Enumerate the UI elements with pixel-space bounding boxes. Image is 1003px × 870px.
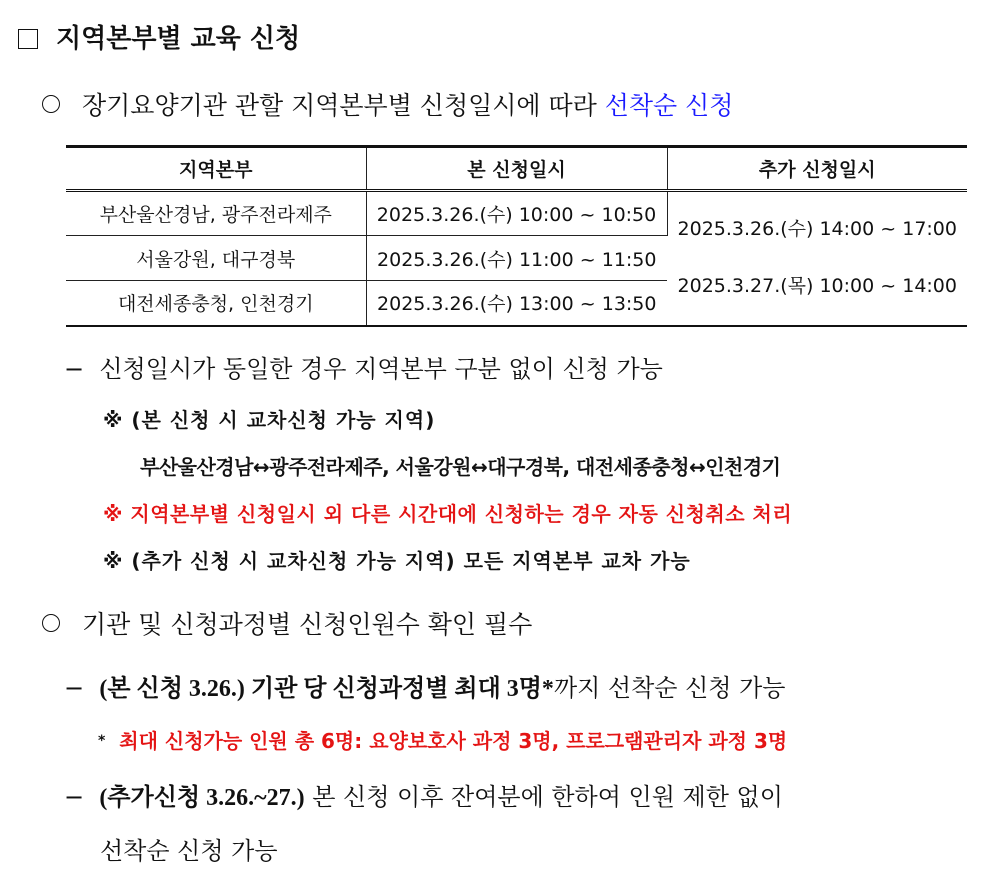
section2-text: 기관 및 신청과정별 신청인원수 확인 필수 (82, 610, 533, 639)
bullet1-text: 신청일시가 동일한 경우 지역본부 구분 없이 신청 가능 (99, 355, 663, 383)
header-region: 지역본부 (66, 147, 366, 191)
main-date-cell: 2025.3.26.(수) 10:00 ~ 10:50 (366, 191, 667, 236)
bullet2-rest: 까지 선착순 신청 가능 (553, 674, 786, 702)
dash-icon: − (64, 355, 85, 383)
bullet3-rest: 본 신청 이후 잔여분에 한하여 인원 제한 없이 (304, 783, 783, 811)
additional-date-2: 2025.3.27.(목) 10:00 ~ 14:00 (677, 275, 957, 298)
note-cross-main: ※ (본 신청 시 교차신청 가능 지역) (103, 408, 436, 432)
asterisk-icon: * (98, 733, 106, 749)
checkbox-square-icon (18, 29, 38, 49)
title-text: 지역본부별 교육 신청 (56, 24, 301, 54)
note-cross-detail: 부산울산경남↔광주전라제주, 서울강원↔대구경북, 대전세종충청↔인천경기 (140, 455, 781, 479)
schedule-table (66, 145, 967, 327)
note-cross-additional: ※ (추가 신청 시 교차신청 가능 지역) 모든 지역본부 교차 가능 (103, 549, 691, 573)
dash-icon: − (64, 783, 85, 811)
header-additional: 추가 신청일시 (758, 159, 876, 181)
header-main: 본 신청일시 (366, 147, 667, 191)
footnote-text: 최대 신청가능 인원 총 6명: 요양보호사 과정 3명, 프로그램관리자 과정 3명 (119, 729, 788, 753)
main-date-cell: 2025.3.26.(수) 13:00 ~ 13:50 (377, 293, 657, 316)
main-date-cell: 2025.3.26.(수) 11:00 ~ 11:50 (377, 248, 657, 271)
circle-bullet-icon (42, 95, 60, 113)
bullet-additional-cont: 선착순 신청 가능 (100, 837, 278, 865)
table-header-row (66, 147, 967, 191)
section1-text: 장기요양기관 관할 지역본부별 신청일시에 따라 (82, 91, 605, 120)
section1-highlight: 선착순 신청 (604, 91, 734, 120)
region-cell: 서울강원, 대구경북 (66, 236, 366, 281)
section2-heading (42, 605, 532, 641)
footnote (98, 725, 787, 754)
section-title (18, 18, 300, 55)
bullet-main-limit (64, 668, 785, 703)
bullet-additional (64, 777, 783, 812)
bullet-same-time (64, 349, 663, 384)
section1-heading (42, 86, 733, 122)
bullet3-bold: (추가신청 3.26.~27.) (99, 785, 305, 811)
dash-icon: − (64, 674, 85, 702)
table-row (66, 191, 967, 236)
circle-bullet-icon (42, 614, 60, 632)
region-cell: 부산울산경남, 광주전라제주 (66, 191, 366, 236)
additional-date-cell (667, 191, 967, 326)
note-auto-cancel: ※ 지역본부별 신청일시 외 다른 시간대에 신청하는 경우 자동 신청취소 처리 (103, 502, 793, 526)
bullet2-bold: (본 신청 3.26.) 기관 당 신청과정별 최대 3명* (99, 676, 554, 702)
additional-date-1: 2025.3.26.(수) 14:00 ~ 17:00 (677, 218, 957, 241)
region-cell: 대전세종충청, 인천경기 (66, 281, 366, 326)
